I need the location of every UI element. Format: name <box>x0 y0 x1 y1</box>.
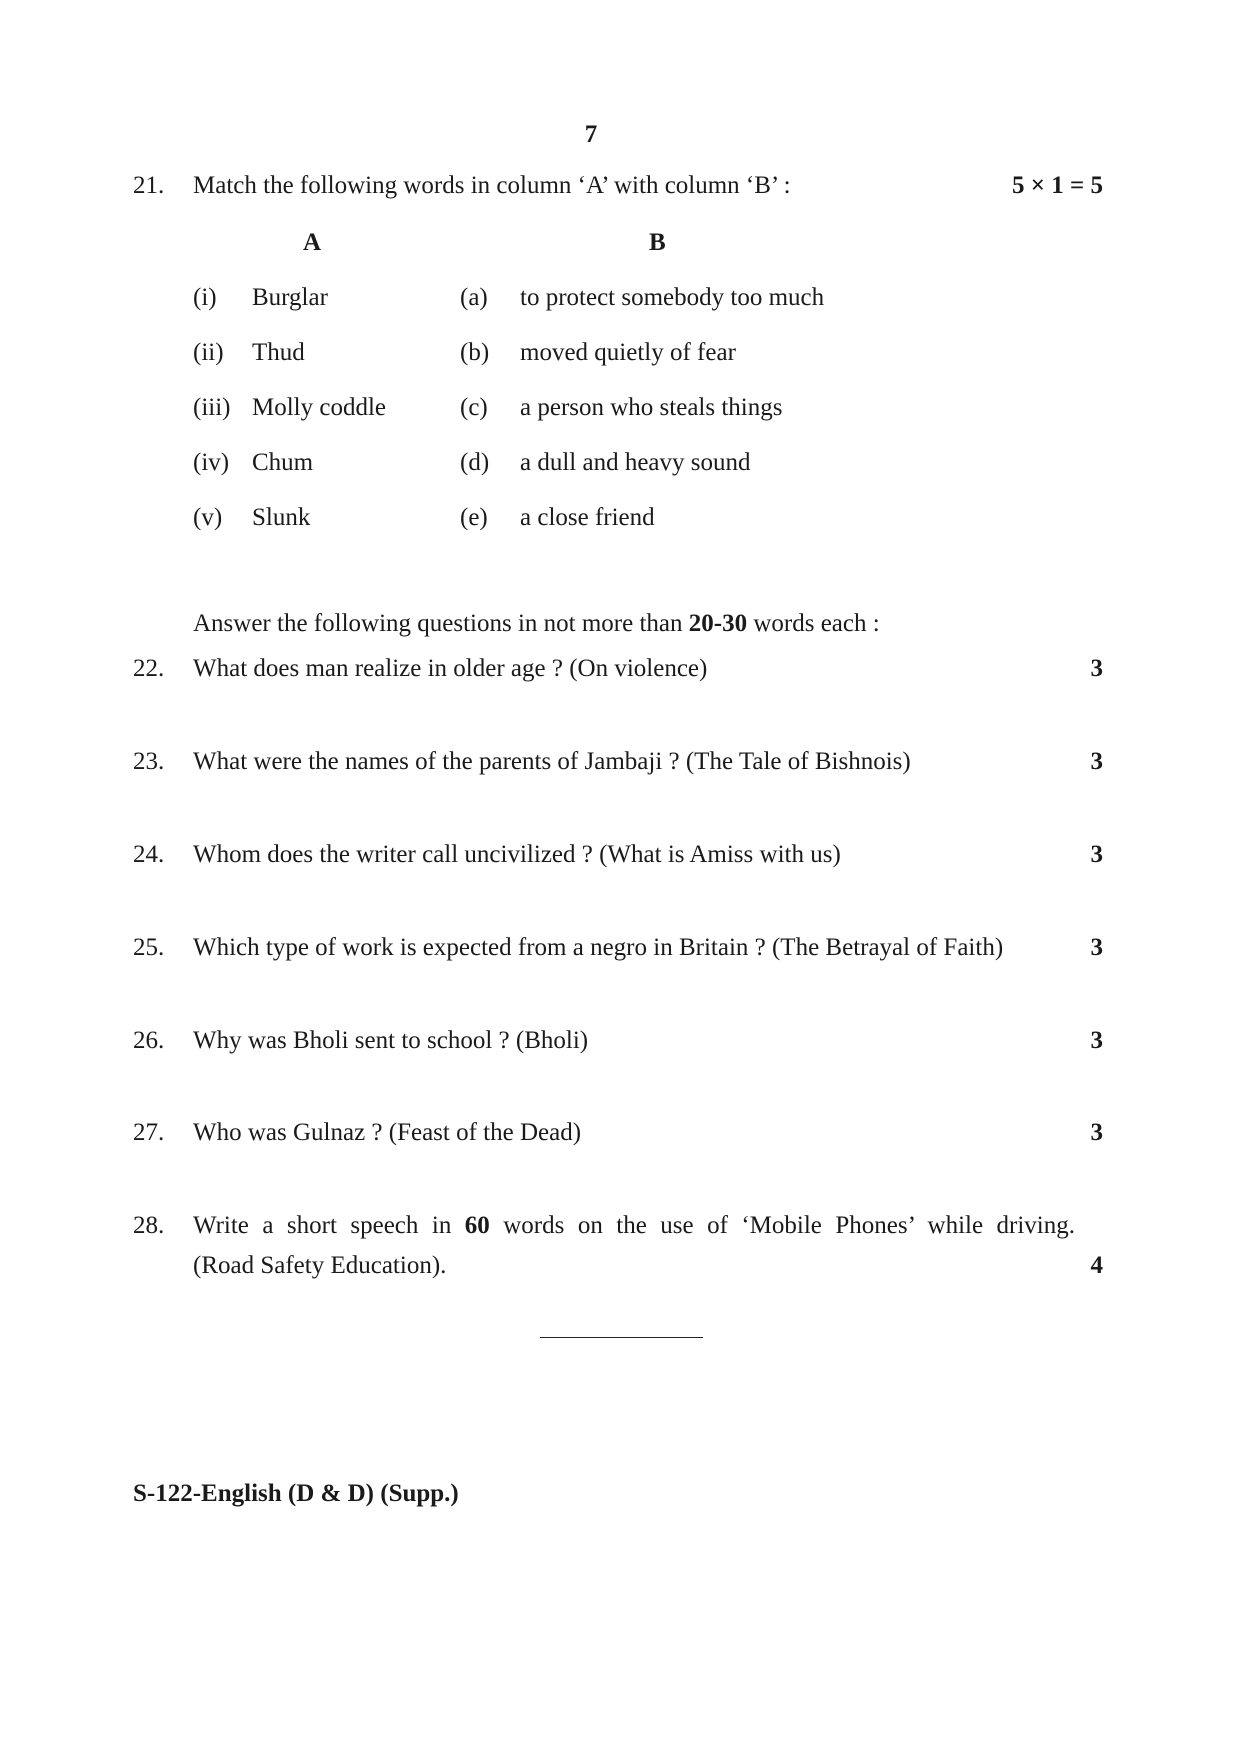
question-number: 26. <box>133 1027 165 1054</box>
question-marks: 3 <box>1090 655 1103 682</box>
match-term: Chum <box>252 449 314 476</box>
question-marks: 3 <box>1090 1119 1103 1146</box>
question-marks: 3 <box>1090 748 1103 775</box>
match-roman: (v) <box>193 504 223 531</box>
question-number: 25. <box>133 934 165 961</box>
column-b-header: B <box>649 229 666 256</box>
question-text: What does man realize in older age ? (On violence) <box>193 655 708 682</box>
q28-text-line1: Write a short speech in 60 words on the use of ‘Mobile Phones’ while driving. <box>193 1212 1075 1239</box>
q21-marks: 5 × 1 = 5 <box>1012 172 1103 199</box>
question-text: Why was Bholi sent to school ? (Bholi) <box>193 1027 589 1054</box>
question-text: Who was Gulnaz ? (Feast of the Dead) <box>193 1119 582 1146</box>
question-number: 27. <box>133 1119 165 1146</box>
q28-number: 28. <box>133 1212 165 1239</box>
question-marks: 3 <box>1090 1027 1103 1054</box>
question-text: What were the names of the parents of Jambaji ? (The Tale of Bishnois) <box>193 748 911 775</box>
match-letter: (a) <box>460 284 488 311</box>
question-marks: 3 <box>1090 934 1103 961</box>
match-meaning: a person who steals things <box>520 394 783 421</box>
match-meaning: to protect somebody too much <box>520 284 825 311</box>
footer-paper-code: S-122-English (D & D) (Supp.) <box>133 1480 459 1507</box>
column-a-header: A <box>303 229 322 256</box>
q28-marks: 4 <box>1090 1252 1103 1279</box>
match-letter: (e) <box>460 504 488 531</box>
page-number: 7 <box>584 121 598 148</box>
match-term: Molly coddle <box>252 394 387 421</box>
q28-text-line2: (Road Safety Education). <box>193 1252 447 1279</box>
match-meaning: a dull and heavy sound <box>520 449 751 476</box>
match-term: Thud <box>252 339 305 366</box>
question-number: 23. <box>133 748 165 775</box>
question-number: 22. <box>133 655 165 682</box>
match-roman: (iii) <box>193 394 231 421</box>
match-meaning: a close friend <box>520 504 655 531</box>
question-number: 24. <box>133 841 165 868</box>
match-term: Burglar <box>252 284 328 311</box>
match-letter: (b) <box>460 339 490 366</box>
question-text: Whom does the writer call uncivilized ? (What is Amiss with us) <box>193 841 841 868</box>
question-marks: 3 <box>1090 841 1103 868</box>
match-roman: (iv) <box>193 449 230 476</box>
q21-text: Match the following words in column ‘A’ with column ‘B’ : <box>193 172 791 199</box>
match-roman: (ii) <box>193 339 224 366</box>
end-divider <box>540 1337 703 1338</box>
match-term: Slunk <box>252 504 311 531</box>
match-letter: (d) <box>460 449 490 476</box>
match-letter: (c) <box>460 394 488 421</box>
match-roman: (i) <box>193 284 217 311</box>
instruction-text: Answer the following questions in not more than 20-30 words each : <box>193 610 880 637</box>
match-meaning: moved quietly of fear <box>520 339 736 366</box>
q21-number: 21. <box>133 172 165 199</box>
question-text: Which type of work is expected from a negro in Britain ? (The Betrayal of Faith) <box>193 934 1004 961</box>
